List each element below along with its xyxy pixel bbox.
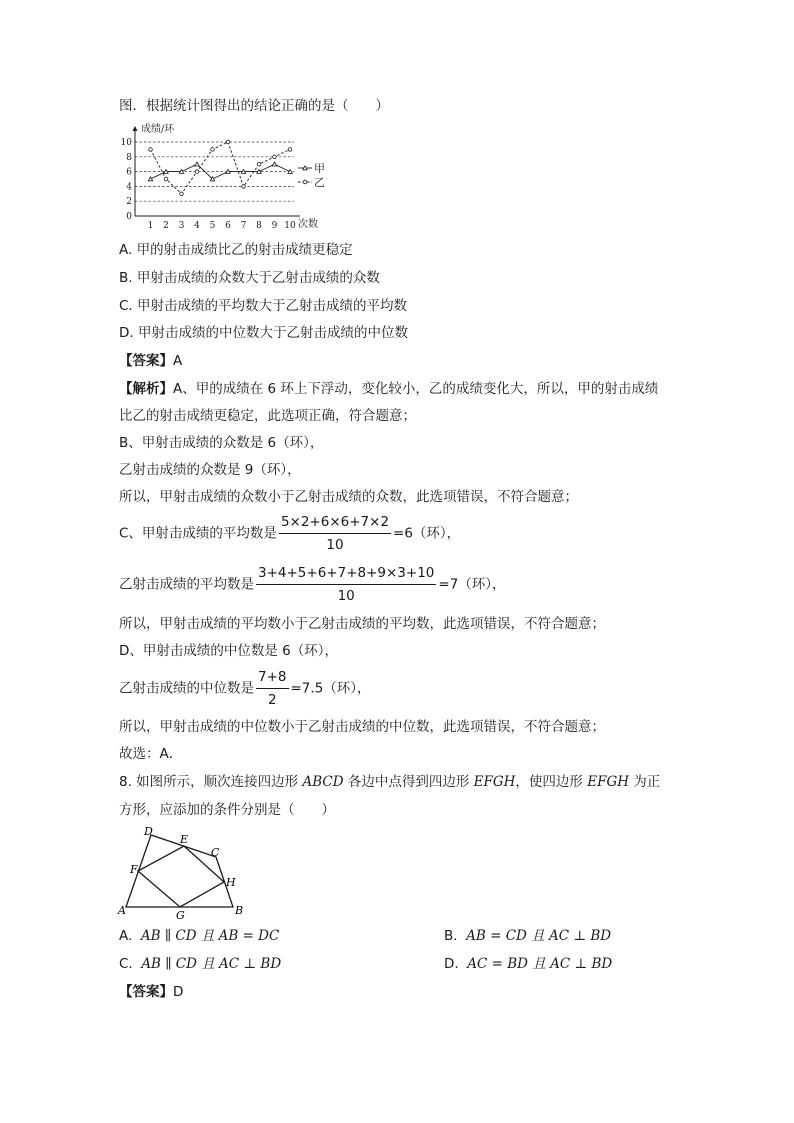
series-point-triangle bbox=[288, 169, 292, 173]
mean-jia-suffix: =6（环）， bbox=[393, 525, 461, 542]
analysis-median-yi bbox=[119, 668, 371, 709]
y-tick-label: 0 bbox=[126, 212, 132, 222]
mean-yi-fraction bbox=[256, 564, 436, 605]
q8-option-a bbox=[119, 926, 279, 946]
label-d: D bbox=[144, 825, 153, 838]
option-d: D. 甲射击成绩的中位数大于乙射击成绩的中位数 bbox=[119, 325, 408, 341]
mean-yi-suffix: =7（环）， bbox=[438, 576, 506, 593]
option-b: B. 甲射击成绩的众数大于乙射击成绩的众数 bbox=[119, 270, 380, 286]
y-axis-arrow bbox=[133, 126, 138, 131]
label-b: B bbox=[235, 904, 244, 917]
series-point-circle bbox=[164, 177, 168, 181]
analysis-mean-yi bbox=[119, 564, 506, 605]
mean-jia-fraction bbox=[279, 513, 391, 554]
analysis-line-9: D、甲射击成绩的中位数是 6（环）， bbox=[119, 643, 339, 659]
option-text: AB ∥ CD 且 AB = DC bbox=[140, 928, 280, 944]
score-line-chart bbox=[119, 118, 339, 233]
x-tick-label: 7 bbox=[240, 221, 247, 231]
series-point-triangle bbox=[195, 162, 199, 166]
label-h: H bbox=[226, 876, 236, 889]
analysis-line-12: 故选：A． bbox=[119, 746, 183, 762]
analysis-line-8: 所以，甲射击成绩的平均数小于乙射击成绩的平均数，此选项错误，不符合题意； bbox=[119, 616, 605, 632]
question-7-stem: 图．根据统计图得出的结论正确的是（ ） bbox=[119, 98, 389, 114]
series-point-triangle bbox=[241, 169, 245, 173]
series-point-triangle bbox=[164, 169, 168, 173]
series-point-circle bbox=[195, 170, 199, 174]
analysis-label: 【解析】 bbox=[119, 381, 173, 397]
analysis-line-4: 乙射击成绩的众数是 9（环）， bbox=[119, 462, 301, 478]
series-point-triangle bbox=[257, 169, 261, 173]
y-tick-label: 10 bbox=[120, 138, 132, 148]
q8-option-b bbox=[444, 926, 611, 946]
analysis-line-3: B、甲射击成绩的众数是 6（环）， bbox=[119, 435, 324, 451]
fraction-denominator: 2 bbox=[267, 692, 277, 708]
question-8-stem-line-1 bbox=[119, 772, 660, 792]
legend-marker bbox=[303, 166, 307, 170]
series-point-circle bbox=[257, 162, 261, 166]
series-line-2 bbox=[151, 142, 291, 194]
median-yi-suffix: =7.5（环）， bbox=[290, 680, 371, 697]
x-tick-label: 5 bbox=[209, 221, 216, 231]
option-text: AB ∥ CD 且 AC ⊥ BD bbox=[141, 956, 282, 972]
legend-label: 甲 bbox=[314, 162, 325, 175]
legend-label: 乙 bbox=[314, 176, 325, 189]
y-tick-label: 4 bbox=[126, 182, 132, 193]
answer-8 bbox=[119, 982, 183, 1002]
option-label: D. bbox=[444, 956, 459, 972]
median-yi-prefix: 乙射击成绩的中位数是 bbox=[119, 680, 254, 697]
x-tick-label: 9 bbox=[271, 221, 278, 231]
option-c: C. 甲射击成绩的平均数大于乙射击成绩的平均数 bbox=[119, 298, 408, 314]
legend-marker bbox=[303, 180, 307, 184]
analysis-mean-jia bbox=[119, 513, 460, 554]
quadrilateral-figure bbox=[116, 824, 256, 922]
analysis-line-2: 比乙的射击成绩更稳定，此选项正确，符合题意； bbox=[119, 408, 416, 424]
stem-part: 8. 如图所示，顺次连接四边形 bbox=[119, 774, 299, 790]
fraction-denominator: 10 bbox=[326, 537, 344, 553]
x-tick-label: 3 bbox=[178, 221, 185, 231]
y-tick-label: 2 bbox=[126, 197, 132, 208]
option-text: AC = BD 且 AC ⊥ BD bbox=[467, 956, 613, 972]
series-point-circle bbox=[226, 140, 230, 144]
quad-efgh: EFGH bbox=[587, 774, 629, 790]
q8-option-c bbox=[119, 954, 281, 974]
answer-value: A bbox=[173, 353, 183, 369]
series-point-circle bbox=[242, 185, 246, 189]
label-a: A bbox=[118, 904, 126, 917]
series-point-triangle bbox=[148, 177, 152, 181]
analysis-text: A、甲的成绩在 6 环上下浮动，变化较小，乙的成绩变化大，所以，甲的射击成绩 bbox=[173, 381, 659, 397]
fraction-numerator: 3+4+5+6+7+8+9×3+10 bbox=[256, 564, 436, 585]
series-point-circle bbox=[211, 148, 215, 152]
option-text: AB = CD 且 AC ⊥ BD bbox=[466, 928, 612, 944]
x-tick-label: 4 bbox=[194, 221, 200, 231]
option-a: A. 甲的射击成绩比乙的射击成绩更稳定 bbox=[119, 242, 353, 258]
answer-7 bbox=[119, 351, 182, 371]
option-label: A. bbox=[119, 928, 133, 944]
series-point-circle bbox=[288, 148, 292, 152]
stem-part: 各边中点得到四边形 bbox=[347, 774, 470, 790]
label-g: G bbox=[176, 909, 185, 922]
x-axis-label: 次数 bbox=[298, 219, 318, 230]
series-point-circle bbox=[149, 148, 153, 152]
series-point-triangle bbox=[272, 162, 276, 166]
y-axis-label: 成绩/环 bbox=[141, 124, 175, 135]
series-point-circle bbox=[273, 155, 277, 159]
y-tick-label: 8 bbox=[126, 152, 132, 163]
label-f: F bbox=[130, 863, 138, 876]
x-tick-label: 6 bbox=[225, 221, 231, 231]
x-tick-label: 10 bbox=[284, 221, 296, 231]
fraction-denominator: 10 bbox=[337, 588, 355, 604]
analysis-line-11: 所以，甲射击成绩的中位数小于乙射击成绩的中位数，此选项错误，不符合题意； bbox=[119, 719, 605, 735]
median-yi-fraction bbox=[256, 668, 289, 709]
answer-label: 【答案】 bbox=[119, 353, 173, 369]
label-c: C bbox=[211, 846, 220, 859]
x-tick-label: 1 bbox=[147, 221, 154, 231]
mean-yi-prefix: 乙射击成绩的平均数是 bbox=[119, 576, 254, 593]
y-tick-label: 6 bbox=[126, 167, 132, 178]
series-line-1 bbox=[151, 164, 291, 179]
option-label: B. bbox=[444, 928, 458, 944]
series-point-triangle bbox=[226, 169, 230, 173]
stem-part: ，使四边形 bbox=[515, 774, 583, 790]
series-point-triangle bbox=[179, 169, 183, 173]
analysis-line-5: 所以，甲射击成绩的众数小于乙射击成绩的众数，此选项错误，不符合题意； bbox=[119, 489, 578, 505]
option-label: C. bbox=[119, 956, 133, 972]
answer-value: D bbox=[173, 984, 184, 1000]
quad-efgh: EFGH bbox=[473, 774, 516, 790]
label-e: E bbox=[180, 833, 189, 846]
mean-jia-prefix: C、甲射击成绩的平均数是 bbox=[119, 525, 277, 542]
fraction-numerator: 5×2+6×6+7×2 bbox=[279, 513, 391, 534]
series-point-circle bbox=[180, 192, 184, 196]
answer-label: 【答案】 bbox=[119, 984, 173, 1000]
analysis-line-1 bbox=[119, 379, 658, 399]
quad-abcd: ABCD bbox=[302, 774, 344, 790]
stem-part: 为正 bbox=[633, 774, 661, 790]
question-8-stem-line-2: 方形，应添加的条件分别是（ ） bbox=[119, 802, 335, 818]
x-tick-label: 2 bbox=[163, 221, 169, 231]
fraction-numerator: 7+8 bbox=[256, 668, 289, 689]
q8-option-d bbox=[444, 954, 612, 974]
x-tick-label: 8 bbox=[256, 221, 262, 231]
